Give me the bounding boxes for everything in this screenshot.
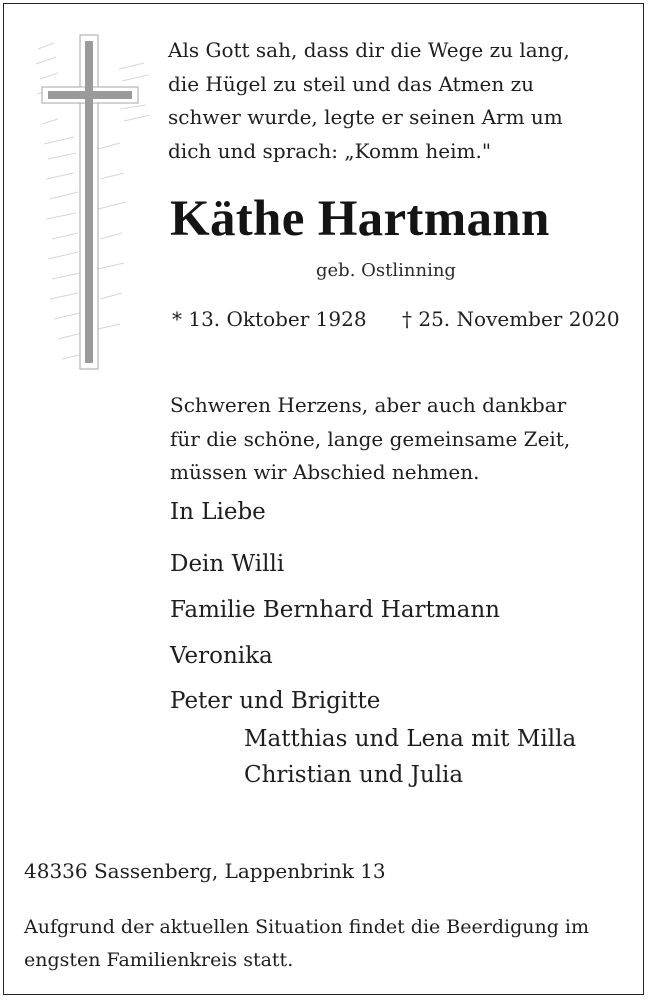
cross-icon	[34, 29, 154, 384]
death-date: † 25. November 2020	[402, 307, 620, 331]
farewell-text	[170, 389, 570, 490]
farewell-line: müssen wir Abschied nehmen.	[170, 460, 480, 484]
farewell-line: für die schöne, lange gemeinsame Zeit,	[170, 426, 571, 451]
poem-line: die Hügel zu steil und das Atmen zu	[168, 71, 535, 96]
mourner-name: Veronika	[170, 643, 273, 669]
signature-intro: In Liebe	[170, 499, 266, 525]
birth-date: * 13. Oktober 1928	[172, 307, 367, 331]
funeral-note	[24, 911, 589, 977]
farewell-line: Schweren Herzens, aber auch dankbar	[170, 393, 567, 417]
note-line: engsten Familienkreis statt.	[24, 949, 294, 971]
mourner-name: Matthias und Lena mit Milla	[244, 726, 577, 752]
note-line: Aufgrund der aktuellen Situation findet die Beerdigung im	[24, 916, 590, 938]
obituary-notice	[3, 3, 644, 995]
poem-line: Als Gott sah, dass dir die Wege zu lang,	[168, 38, 570, 62]
mourner-name: Familie Bernhard Hartmann	[170, 597, 500, 623]
mourner-name: Dein Willi	[170, 551, 285, 577]
poem-line: dich und sprach: „Komm heim."	[168, 138, 492, 163]
deceased-name: Käthe Hartmann	[170, 191, 550, 247]
mourner-name: Peter und Brigitte	[170, 688, 381, 714]
mourner-name: Christian und Julia	[244, 762, 464, 788]
address: 48336 Sassenberg, Lappenbrink 13	[24, 859, 386, 883]
birth-name: geb. Ostlinning	[316, 260, 456, 281]
poem	[168, 34, 570, 168]
poem-line: schwer wurde, legte er seinen Arm um	[168, 105, 563, 129]
